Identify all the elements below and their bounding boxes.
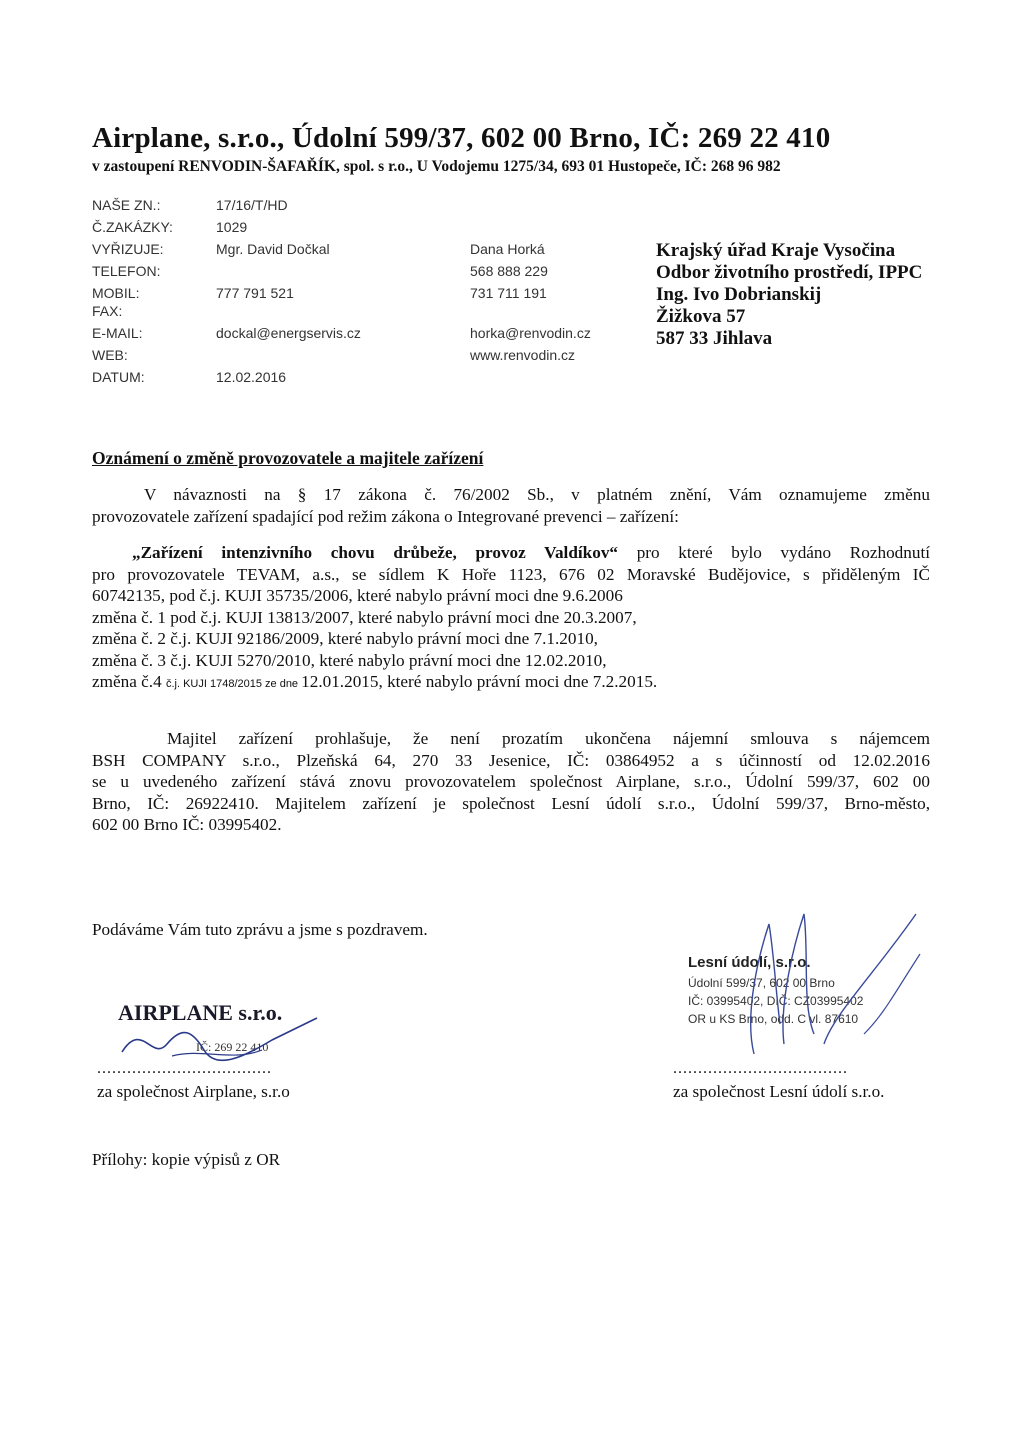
change-4-rest: 12.01.2015, které nabylo právní moci dne 7.2.2015.	[301, 672, 658, 691]
value-email-1: dockal@energservis.cz	[216, 325, 361, 341]
airplane-stamp-ic: IČ: 269 22 410	[196, 1040, 269, 1054]
paragraph-2	[92, 542, 930, 696]
lesni-stamp-line-3: IČ: 03995402, DIČ: CZ03995402	[688, 994, 864, 1008]
change-4-ref: č.j. KUJI 1748/2015 ze dne	[165, 678, 302, 690]
paragraph-3-line-4: Brno, IČ: 26922410. Majitelem zařízení je společnost Lesní údolí s.r.o., Údolní 599/37, Brno-město,	[92, 793, 930, 813]
closing-line: Podáváme Vám tuto zprávu a jsme s pozdravem.	[92, 920, 428, 939]
label-web: WEB:	[92, 347, 128, 363]
value-vyrizuje-1: Mgr. David Dočkal	[216, 241, 330, 257]
paragraph-2-line-1	[92, 542, 930, 564]
value-vyrizuje-2: Dana Horká	[470, 241, 545, 257]
paragraph-1	[92, 484, 930, 527]
change-4-label: změna č.4	[92, 672, 166, 691]
paragraph-2-line-5: změna č. 2 č.j. KUJI 92186/2009, které nabylo právní moci dne 7.1.2010,	[92, 629, 598, 648]
recipient-line-3: Ing. Ivo Dobrianskij	[656, 284, 822, 305]
paragraph-3	[92, 728, 930, 836]
paragraph-2-line-2: pro provozovatele TEVAM, a.s., se sídlem K Hoře 1123, 676 02 Moravské Budějovice, s přiděleným IČ	[92, 564, 930, 584]
paragraph-2-line-4: změna č. 1 pod č.j. KUJI 13813/2007, které nabylo právní moci dne 20.3.2007,	[92, 607, 637, 627]
label-datum: DATUM:	[92, 369, 145, 385]
letter-subject: Oznámení o změně provozovatele a majitele zařízení	[92, 448, 484, 468]
airplane-stamp-title: AIRPLANE s.r.o.	[118, 1000, 283, 1025]
recipient-line-2: Odbor životního prostředí, IPPC	[656, 262, 923, 283]
signature-caption-right: za společnost Lesní údolí s.r.o.	[673, 1082, 885, 1101]
value-nase-zn: 17/16/T/HD	[216, 197, 288, 213]
signature-right-icon	[684, 894, 924, 1064]
signature-caption-left: za společnost Airplane, s.r.o	[97, 1082, 290, 1101]
label-telefon: TELEFON:	[92, 263, 161, 279]
letterhead-subtitle: v zastoupení RENVODIN-ŠAFAŘÍK, spol. s r.o., U Vodojemu 1275/34, 693 01 Hustopeče, IČ: 268 96 982	[92, 158, 781, 175]
paragraph-3-line-2: BSH COMPANY s.r.o., Plzeňská 64, 270 33 Jesenice, IČ: 03864952 a s účinností od 12.02.2016	[92, 750, 930, 770]
recipient-line-1: Krajský úřad Kraje Vysočina	[656, 240, 896, 261]
letterhead-title: Airplane, s.r.o., Údolní 599/37, 602 00 Brno, IČ: 269 22 410	[92, 122, 831, 154]
value-email-2: horka@renvodin.cz	[470, 325, 591, 341]
signature-line-left: ...................................	[97, 1060, 272, 1077]
attachments-note: Přílohy: kopie výpisů z OR	[92, 1150, 281, 1169]
value-web-2: www.renvodin.cz	[470, 347, 576, 363]
lesni-stamp-line-4: OR u KS Brno, odd. C vl. 87610	[688, 1012, 859, 1026]
label-mobil: MOBIL:	[92, 285, 140, 301]
paragraph-1-line-1: V návaznosti na § 17 zákona č. 76/2002 Sb., v platném znění, Vám oznamujeme změnu	[144, 485, 930, 504]
value-mobil-1: 777 791 521	[216, 285, 294, 301]
paragraph-1-line-2: provozovatele zařízení spadající pod režim zákona o Integrované prevenci – zařízení:	[92, 506, 679, 526]
paragraph-3-line-3: se u uvedeného zařízení stává znovu provozovatelem společnost Airplane, s.r.o., Údolní 599/37, 602 00	[92, 772, 930, 791]
lesni-stamp-line-1: Lesní údolí, s.r.o.	[688, 954, 811, 971]
signature-line-right: ...................................	[673, 1060, 848, 1077]
paragraph-3-line-5: 602 00 Brno IČ: 03995402.	[92, 815, 282, 834]
recipient-line-4: Žižkova 57	[656, 306, 746, 327]
value-datum: 12.02.2016	[216, 369, 287, 385]
label-vyrizuje: VYŘIZUJE:	[92, 241, 164, 257]
label-nase-zn: NAŠE ZN.:	[92, 197, 161, 213]
value-mobil-2: 731 711 191	[470, 285, 547, 301]
paragraph-2-line-7	[92, 671, 930, 696]
paragraph-3-line-1: Majitel zařízení prohlašuje, že není prozatím ukončena nájemní smlouva s nájemcem	[167, 729, 930, 748]
value-c-zakazky: 1029	[216, 219, 248, 235]
paragraph-2-line-3: 60742135, pod č.j. KUJI 35735/2006, které nabylo právní moci dne 9.6.2006	[92, 586, 623, 605]
lesni-stamp-line-2: Údolní 599/37, 602 00 Brno	[688, 976, 835, 990]
value-telefon-2: 568 888 229	[470, 263, 548, 279]
recipient-line-5: 587 33 Jihlava	[656, 328, 773, 349]
facility-name: „Zařízení intenzivního chovu drůbeže, provoz Valdíkov“	[132, 543, 619, 562]
lesni-udoli-stamp	[684, 954, 924, 1054]
label-email: E-MAIL:	[92, 325, 143, 341]
paragraph-2-line-6: změna č. 3 č.j. KUJI 5270/2010, které nabylo právní moci dne 12.02.2010,	[92, 650, 607, 670]
label-c-zakazky: Č.ZAKÁZKY:	[92, 219, 173, 235]
paragraph-2-line-1-rest: pro které bylo vydáno Rozhodnutí	[618, 543, 930, 562]
label-fax: FAX:	[92, 303, 123, 319]
